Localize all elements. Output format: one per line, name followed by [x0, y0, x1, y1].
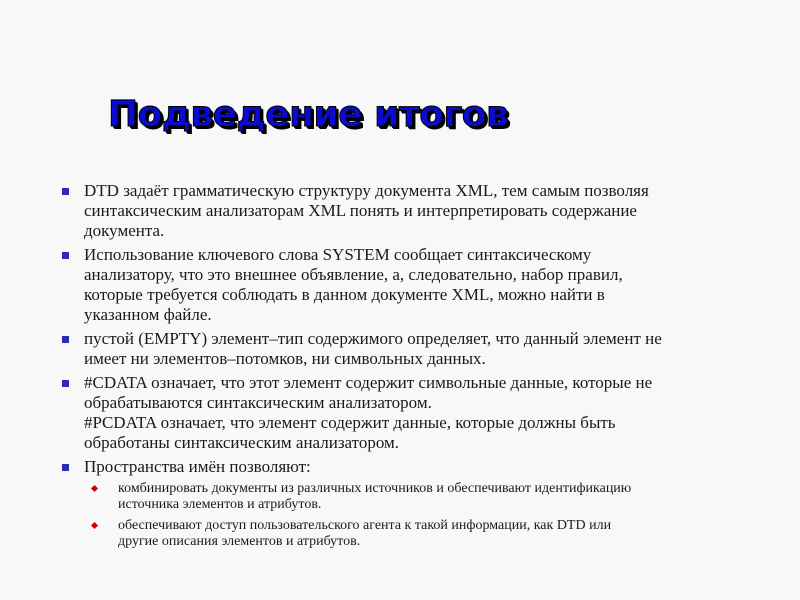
- bullet-item: [60, 329, 780, 369]
- bullet-item: [60, 457, 780, 477]
- bullet-text-line: Пространства имён позволяют:: [84, 457, 311, 476]
- sub-bullet-item: [60, 481, 780, 513]
- diamond-bullet-icon: [91, 522, 98, 529]
- bullet-text-line: DTD задаёт грамматическую структуру документа XML, тем самым позволяя: [84, 181, 649, 200]
- bullet-item: [60, 245, 780, 325]
- sub-bullet-item: [60, 518, 780, 550]
- sub-bullet-text-line: комбинировать документы из различных источников и обеспечивают идентификацию: [118, 481, 632, 496]
- diamond-bullet-icon: [91, 485, 98, 492]
- bullet-text-line: указанном файле.: [84, 305, 212, 324]
- square-bullet-icon: [62, 380, 69, 387]
- sub-bullet-text-line: другие описания элементов и атрибутов.: [118, 534, 361, 549]
- sub-bullet-list: [60, 481, 780, 550]
- square-bullet-icon: [62, 336, 69, 343]
- bullet-text-line: обработаны синтаксическим анализатором.: [84, 433, 400, 452]
- bullet-text-line: документа.: [84, 221, 165, 240]
- bullet-item: [60, 181, 780, 241]
- bullet-text-line: #PCDATA означает, что элемент содержит данные, которые должны быть: [84, 413, 616, 432]
- square-bullet-icon: [62, 188, 69, 195]
- bullet-text-line: #CDATA означает, что этот элемент содержит символьные данные, которые не: [84, 373, 653, 392]
- bullet-item: [60, 373, 780, 453]
- square-bullet-icon: [62, 464, 69, 471]
- sub-bullet-text-line: источника элементов и атрибутов.: [118, 497, 322, 512]
- square-bullet-icon: [62, 252, 69, 259]
- bullet-text-line: обрабатываются синтаксическим анализатором.: [84, 393, 432, 412]
- bullet-text-line: пустой (EMPTY) элемент–тип содержимого определяет, что данный элемент не: [84, 329, 662, 348]
- bullet-text-line: синтаксическим анализаторам XML понять и интерпретировать содержание: [84, 201, 637, 220]
- bullet-text-line: которые требуется соблюдать в данном документе XML, можно найти в: [84, 285, 605, 304]
- bullet-text-line: анализатору, что это внешнее объявление, а, следовательно, набор правил,: [84, 265, 623, 284]
- sub-bullet-text-line: обеспечивают доступ пользовательского агента к такой информации, как DTD или: [118, 518, 612, 533]
- slide-title: Подведение итогов: [108, 94, 509, 135]
- bullet-text-line: имеет ни элементов–потомков, ни символьных данных.: [84, 349, 486, 368]
- bullet-text-line: Использование ключевого слова SYSTEM сообщает синтаксическому: [84, 245, 592, 264]
- bullet-list: [60, 181, 780, 555]
